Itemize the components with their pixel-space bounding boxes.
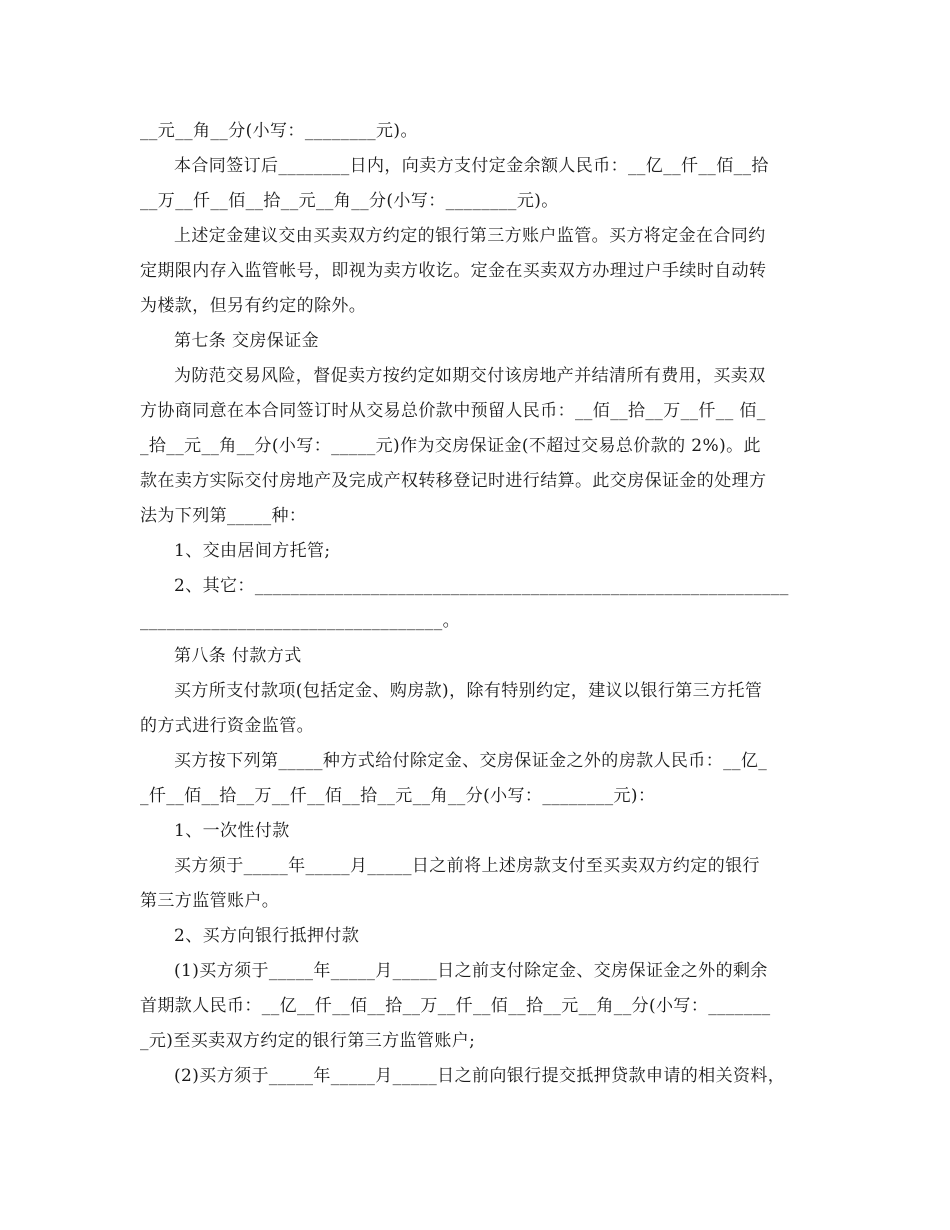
section-heading: 第八条 付款方式 (174, 646, 302, 666)
text-line: 首期款人民币：__亿__仟__佰__拾__万__仟__佰__拾__元__角__分(小写：_______ (140, 996, 771, 1016)
text-line: __元__角__分(小写：________元)。 (140, 121, 418, 141)
text-line: (2)买方须于_____年_____月_____日之前向银行提交抵押贷款申请的相关资料， (174, 1066, 786, 1086)
text-line: 定期限内存入监管帐号，即视为卖方收讫。定金在买卖双方办理过户手续时自动转 (140, 261, 767, 281)
text-line: 买方所支付款项(包括定金、购房款)，除有特别约定，建议以银行第三方托管 (174, 681, 763, 701)
text-line: 买方按下列第_____种方式给付除定金、交房保证金之外的房款人民币：__亿_ (174, 751, 768, 771)
text-line: 为楼款，但另有约定的除外。 (140, 296, 367, 316)
text-line: 方协商同意在本合同签订时从交易总价款中预留人民币：__佰__拾__万__仟__ 佰_ (140, 401, 766, 421)
section-heading: 第七条 交房保证金 (174, 331, 320, 351)
text-line: (1)买方须于_____年_____月_____日之前支付除定金、交房保证金之外的剩余 (174, 961, 768, 981)
text-line: _元)至买卖双方约定的银行第三方监管账户; (140, 1031, 476, 1051)
text-line: __________________________________。 (140, 611, 460, 631)
text-line: 的方式进行资金监管。 (140, 716, 314, 736)
text-line: 本合同签订后________日内，向卖方支付定金余额人民币：__亿__仟__佰__拾 (174, 156, 769, 176)
list-item: 2、买方向银行抵押付款 (174, 926, 360, 946)
text-line: 为防范交易风险，督促卖方按约定如期交付该房地产并结清所有费用，买卖双 (174, 366, 766, 386)
text-line: 款在卖方实际交付房地产及完成产权转移登记时进行结算。此交房保证金的处理方 (140, 471, 767, 491)
text-line: _仟__佰__拾__万__仟__佰__拾__元__角__分(小写：________元)： (140, 786, 656, 806)
text-line: 法为下列第_____种： (140, 506, 307, 526)
list-item: 1、交由居间方托管; (174, 541, 331, 561)
list-item: 1、一次性付款 (174, 821, 290, 841)
text-line: _拾__元__角__分(小写：_____元)作为交房保证金(不超过交易总价款的 2%)。此 (140, 436, 761, 456)
text-line: __万__仟__佰__拾__元__角__分(小写：________元)。 (140, 191, 559, 211)
text-line: 第三方监管账户。 (140, 891, 280, 911)
list-item: 2、其它：____________________________________________________________ (174, 576, 789, 596)
text-line: 买方须于_____年_____月_____日之前将上述房款支付至买卖双方约定的银行 (174, 856, 760, 876)
text-line: 上述定金建议交由买卖双方约定的银行第三方账户监管。买方将定金在合同约 (174, 226, 766, 246)
